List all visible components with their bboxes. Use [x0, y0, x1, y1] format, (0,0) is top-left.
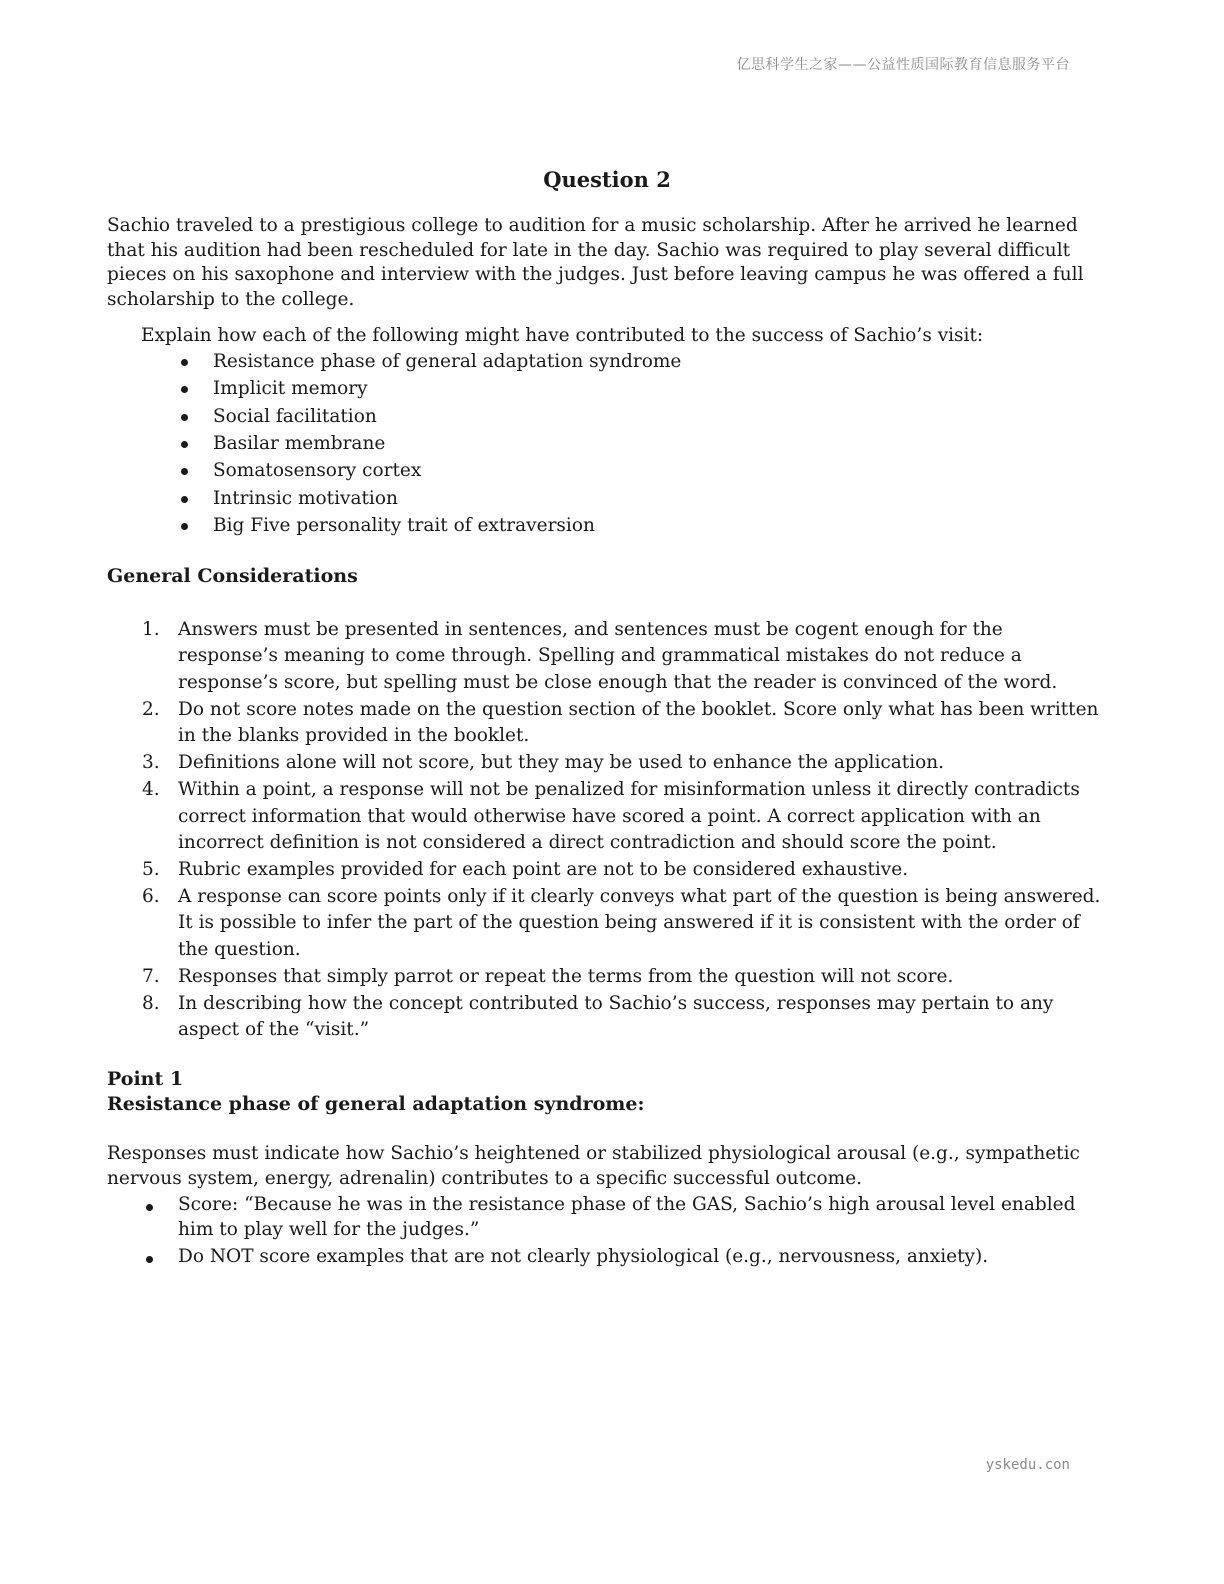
consideration-item [142, 697, 1107, 750]
footer-watermark: yskedu.con [985, 1457, 1070, 1473]
point-title: Resistance phase of general adaptation syndrome: [107, 1092, 645, 1115]
term-item: Implicit memory [179, 375, 1107, 402]
page-content [107, 167, 1107, 1271]
item-number: 7. [142, 965, 160, 987]
term-item: Social facilitation [179, 403, 1107, 430]
consideration-item [142, 750, 1107, 777]
item-text: Answers must be presented in sentences, and sentences must be cogent enough for the response’s meaning to come through. Spelling and grammatical mistakes do not reduce a response’s score, but spelling must be close enough that the reader is convinced of the word. [178, 618, 1058, 694]
item-text: In describing how the concept contributed to Sachio’s success, responses may pertain to any aspect of the “visit.” [178, 992, 1054, 1041]
consideration-item [142, 777, 1107, 857]
term-item: Big Five personality trait of extraversion [179, 512, 1107, 539]
item-text: Rubric examples provided for each point are not to be considered exhaustive. [178, 858, 909, 880]
point-description: Responses must indicate how Sachio’s heightened or stabilized physiological arousal (e.g., sympathetic nervous system, energy, adrenalin) contributes to a specific successful outcome. [107, 1142, 1080, 1189]
question-prompt: Sachio traveled to a prestigious college to audition for a music scholarship. After he arrived he learned that his audition had been rescheduled for late in the day. Sachio was required to play several difficult pieces on his saxophone and interview with the judges. Just before leaving campus he was offered a full scholarship to the college. [107, 215, 1084, 311]
terms-list [107, 348, 1107, 540]
rubric-item: Do NOT score examples that are not clearly physiological (e.g., nervousness, anxiety). [144, 1245, 1107, 1270]
item-number: 1. [142, 618, 160, 640]
general-considerations-heading: General Considerations [107, 564, 358, 587]
term-item: Intrinsic motivation [179, 485, 1107, 512]
point-heading [107, 1067, 1107, 1117]
item-number: 2. [142, 698, 160, 720]
item-number: 5. [142, 858, 160, 880]
consideration-item [142, 857, 1107, 884]
rubric-item: Score: “Because he was in the resistance phase of the GAS, Sachio’s high arousal level enabled him to play well for the judges.” [144, 1193, 1107, 1242]
item-text: Within a point, a response will not be penalized for misinformation unless it directly contradicts correct information that would otherwise have scored a point. A correct application with an incorrect definition is not considered a direct contradiction and should score the point. [178, 778, 1080, 854]
point-label: Point 1 [107, 1067, 184, 1090]
question-instruction: Explain how each of the following might have contributed to the success of Sachio’s visit: [141, 324, 984, 346]
consideration-item [142, 964, 1107, 991]
item-number: 8. [142, 992, 160, 1014]
item-text: A response can score points only if it clearly conveys what part of the question is being answered. It is possible to infer the part of the question being answered if it is consistent with the order of the question. [178, 885, 1101, 961]
item-text: Responses that simply parrot or repeat the terms from the question will not score. [178, 965, 954, 987]
item-number: 6. [142, 885, 160, 907]
considerations-list [107, 617, 1107, 1044]
item-number: 3. [142, 752, 160, 774]
item-text: Do not score notes made on the question section of the booklet. Score only what has been written in the blanks provided in the booklet. [178, 698, 1099, 747]
consideration-item [142, 991, 1107, 1044]
term-item: Somatosensory cortex [179, 457, 1107, 484]
term-item: Basilar membrane [179, 430, 1107, 457]
header-watermark: 亿思科学生之家——公益性质国际教育信息服务平台 [736, 57, 1070, 73]
consideration-item [142, 617, 1107, 697]
term-item: Resistance phase of general adaptation syndrome [179, 348, 1107, 375]
consideration-item [142, 884, 1107, 964]
rubric-list [107, 1193, 1107, 1269]
item-number: 4. [142, 778, 160, 800]
item-text: Definitions alone will not score, but they may be used to enhance the application. [178, 752, 945, 774]
question-title: Question 2 [543, 167, 671, 192]
